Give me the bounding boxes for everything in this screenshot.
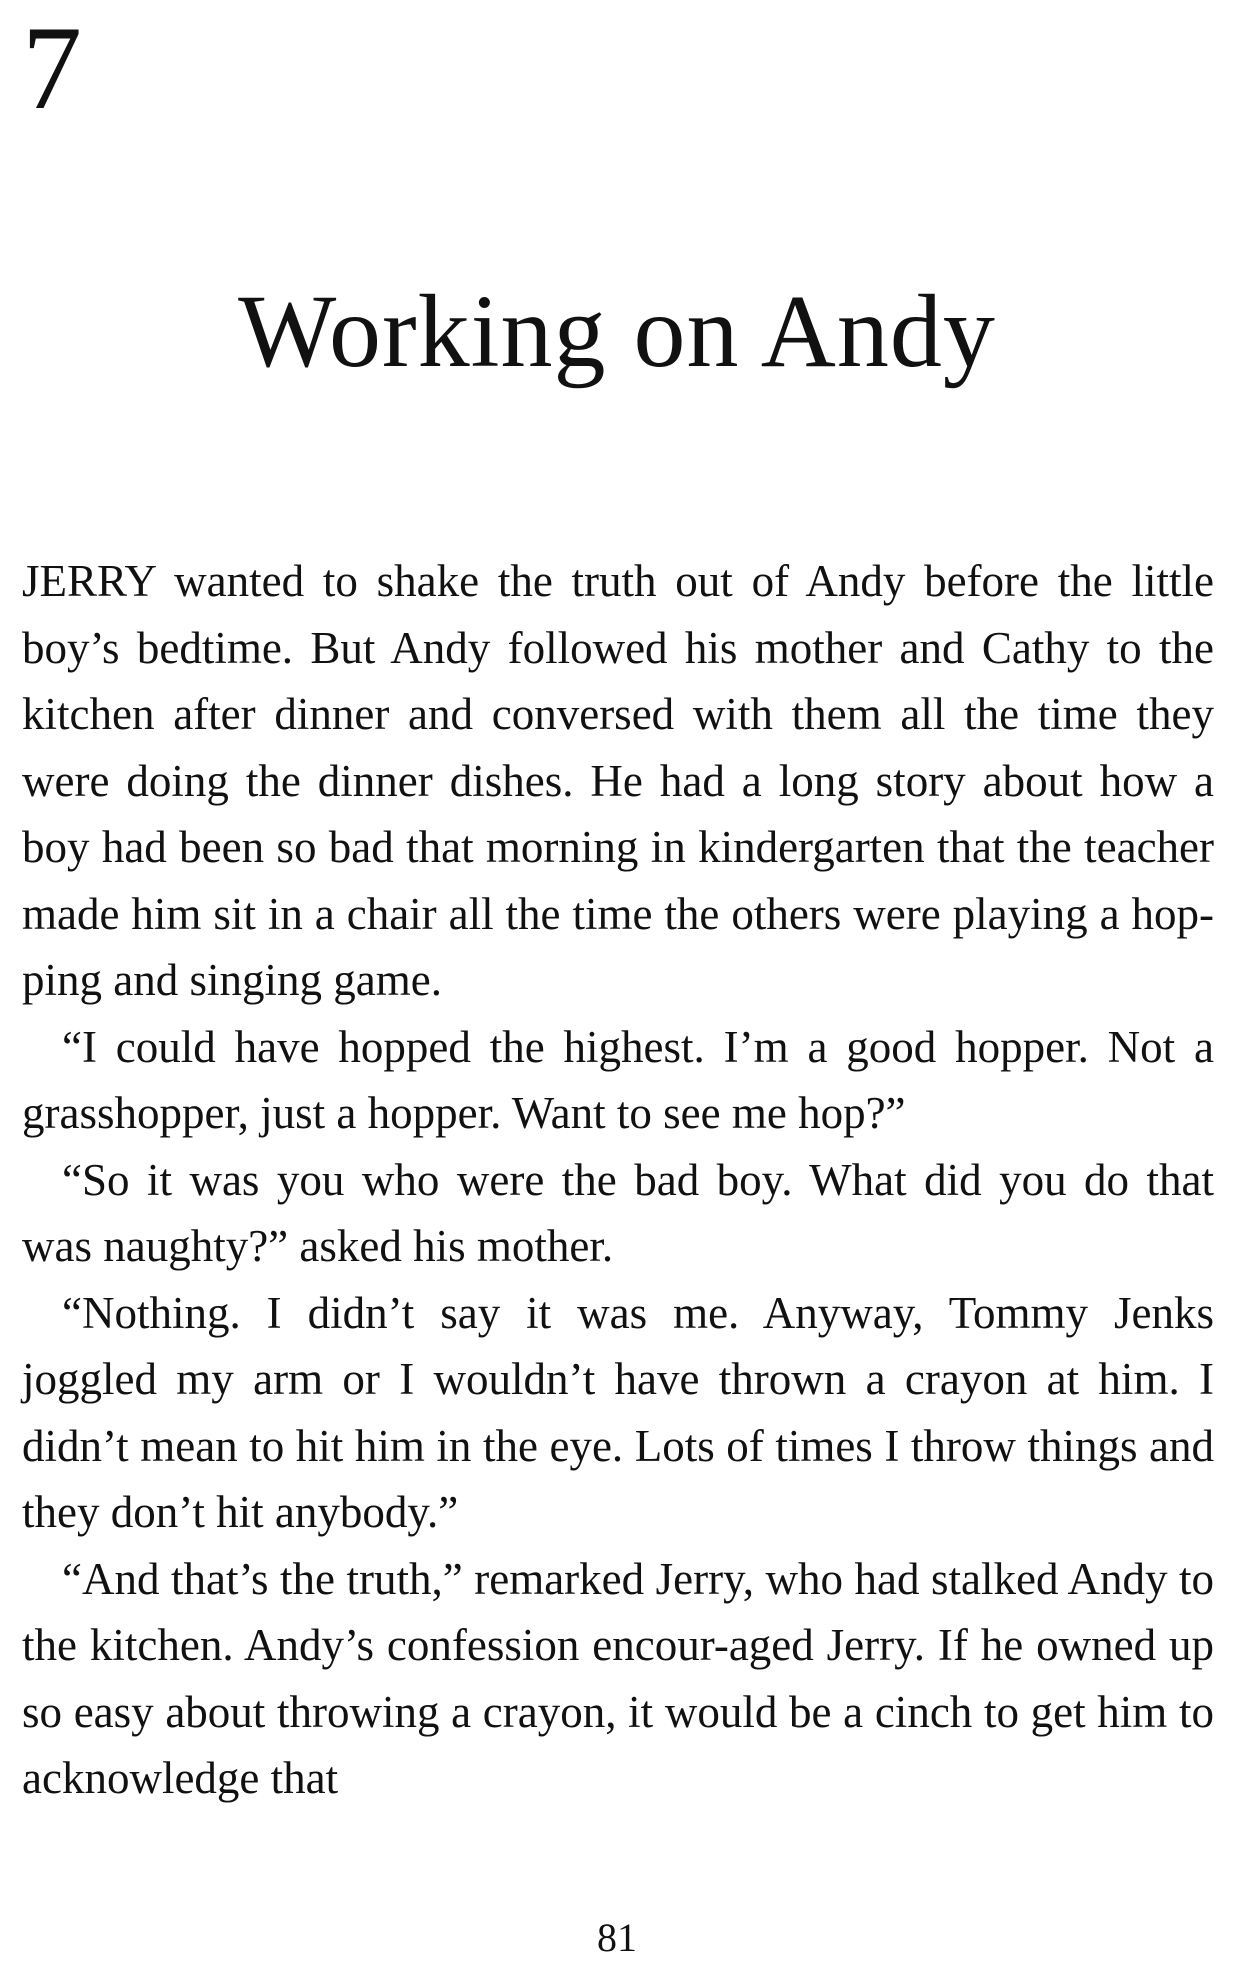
paragraph-5: “And that’s the truth,” remarked Jerry, who had stalked Andy to the kitchen. Andy’s confession encour-aged Jerry. If he owned up so easy about throwing a crayon, it would be a cinch to get him to acknowledge that: [22, 1553, 1214, 1803]
paragraph-4: “Nothing. I didn’t say it was me. Anyway, Tommy Jenks joggled my arm or I wouldn’t have thrown a crayon at him. I didn’t mean to hit him in the eye. Lots of times I throw things and they don’t hit anybody.”: [22, 1287, 1214, 1537]
paragraph-2: “I could have hopped the highest. I’m a good hopper. Not a grasshopper, just a hopper. Want to see me hop?”: [22, 1021, 1214, 1138]
chapter-number: 7: [22, 1, 82, 134]
paragraph-1: JERRY wanted to shake the truth out of Andy before the little boy’s bedtime. But Andy followed his mother and Cathy to the kitchen after dinner and conversed with them all the time they were doing the dinner dishes. He had a long story about how a boy had been so bad that morning in kindergarten that the teacher made him sit in a chair all the time the others were playing a hop-ping and singing game.: [22, 556, 1214, 1005]
paragraph-3: “So it was you who were the bad boy. What did you do that was naughty?” asked his mother.: [22, 1154, 1214, 1271]
chapter-title: Working on Andy: [238, 274, 996, 389]
page-number: 81: [597, 1915, 637, 1960]
chapter-body: [22, 548, 1214, 1812]
